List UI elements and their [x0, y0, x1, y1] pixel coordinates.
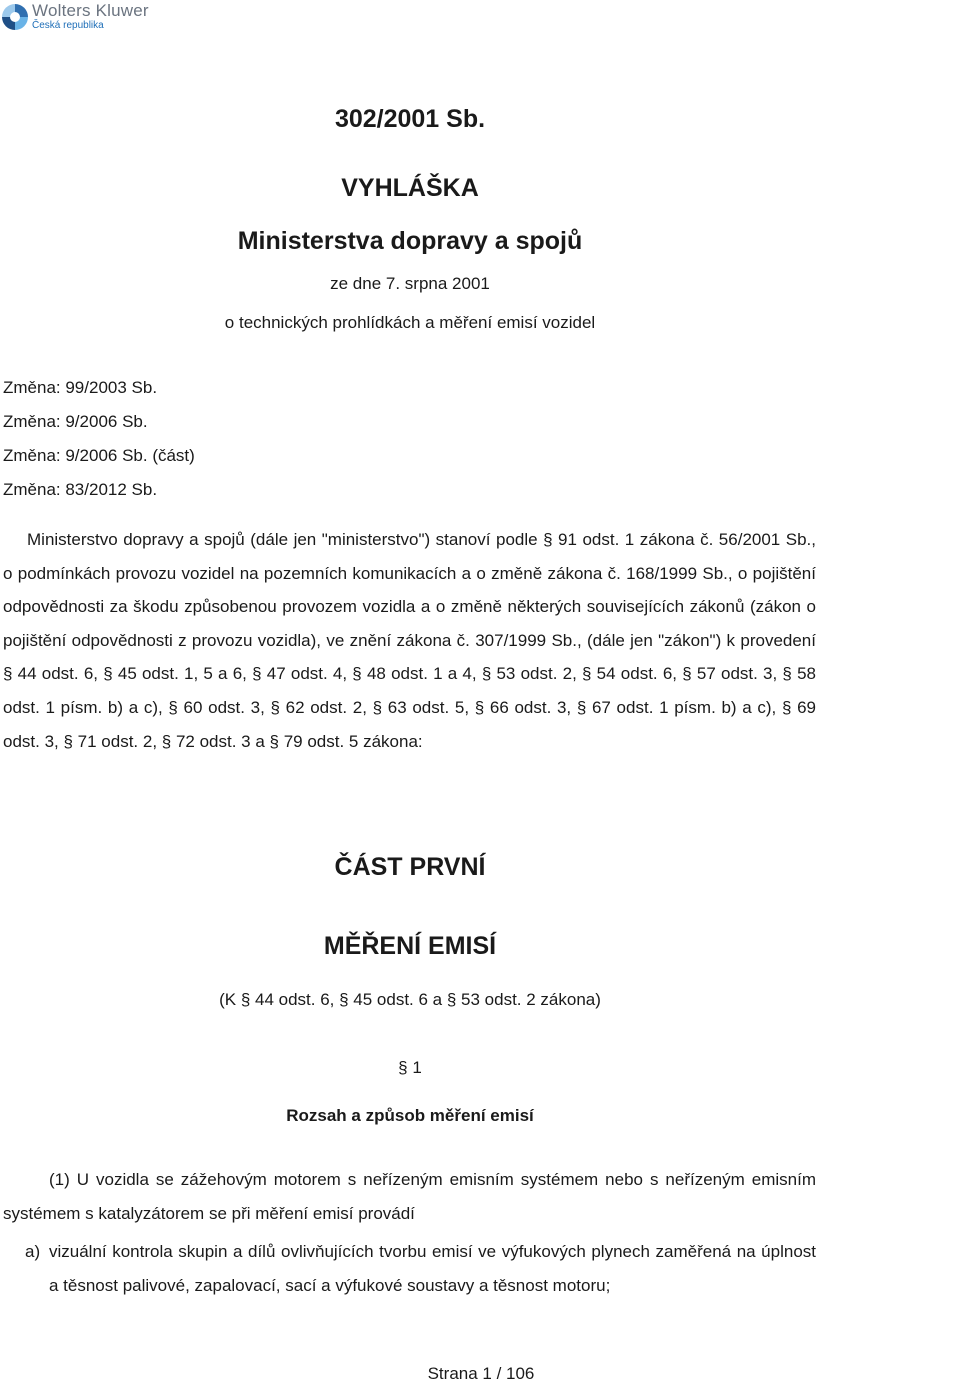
amendment-1: Změna: 99/2003 Sb. — [3, 378, 158, 397]
amendment-3: Změna: 9/2006 Sb. (část) — [3, 446, 195, 465]
paragraph-1 — [3, 1163, 816, 1230]
list-item-a — [3, 1235, 816, 1302]
part-title: MĚŘENÍ EMISÍ — [323, 932, 497, 960]
paragraph-1-text: (1) U vozidla se zážehovým motorem s neřízeným emisním systémem nebo s neřízeným emisním systémem s katalyzátorem se při měření emisí provádí — [3, 1170, 816, 1223]
preamble — [3, 523, 816, 758]
document-type: VYHLÁŠKA — [341, 174, 479, 202]
document-date: ze dne 7. srpna 2001 — [330, 274, 490, 293]
part-heading: ČÁST PRVNÍ — [334, 853, 486, 881]
preamble-text: Ministerstvo dopravy a spojů (dále jen "ministerstvo") stanoví podle § 91 odst. 1 zákona č. 56/2001 Sb., o podmínkách provozu vozidel na pozemních komunikacích a o změně zákona č. 168/1999 Sb., o pojištění odpovědnosti za škodu způsobenou provozem vozidla a o změně některých souvisejících zákonů (zákon o pojištění odpovědnosti z provozu vozidla), ve znění zákona č. 307/1999 Sb., (dále jen "zákon") k provedení § 44 odst. 6, § 45 odst. 1, 5 a 6, § 47 odst. 4, § 48 odst. 1 a 4, § 53 odst. 2, § 54 odst. 6, § 57 odst. 3, § 58 odst. 1 písm. b) a c), § 60 odst. 3, § 62 odst. 2, § 63 odst. 5, § 66 odst. 3, § 67 odst. 1 písm. b) a c), § 69 odst. 3, § 71 odst. 2, § 72 odst. 3 a § 79 odst. 5 zákona: — [3, 530, 816, 751]
document-number: 302/2001 Sb. — [334, 105, 486, 133]
page-number: Strana 1 / 106 — [427, 1364, 535, 1383]
list-item-a-text: vizuální kontrola skupin a dílů ovlivňujících tvorbu emisí ve výfukových plynech zaměřená na úplnost a těsnost palivové, zapalovací, sací a výfukové soustavy a těsnost motoru; — [49, 1242, 816, 1295]
section-number: § 1 — [398, 1058, 422, 1077]
wolters-kluwer-logo-icon — [2, 4, 28, 30]
amendment-4: Změna: 83/2012 Sb. — [3, 480, 158, 499]
brand-subtitle: Česká republika — [32, 20, 104, 31]
part-reference: (K § 44 odst. 6, § 45 odst. 6 a § 53 odst. 2 zákona) — [219, 990, 601, 1009]
document-issuer: Ministerstva dopravy a spojů — [237, 227, 583, 255]
list-item-a-label: a) — [25, 1242, 41, 1261]
document-subject: o technických prohlídkách a měření emisí vozidel — [224, 313, 596, 332]
publisher-logo — [2, 2, 149, 31]
amendment-2: Změna: 9/2006 Sb. — [3, 412, 148, 431]
brand-name: Wolters Kluwer — [32, 1, 149, 20]
section-title: Rozsah a způsob měření emisí — [286, 1106, 534, 1125]
